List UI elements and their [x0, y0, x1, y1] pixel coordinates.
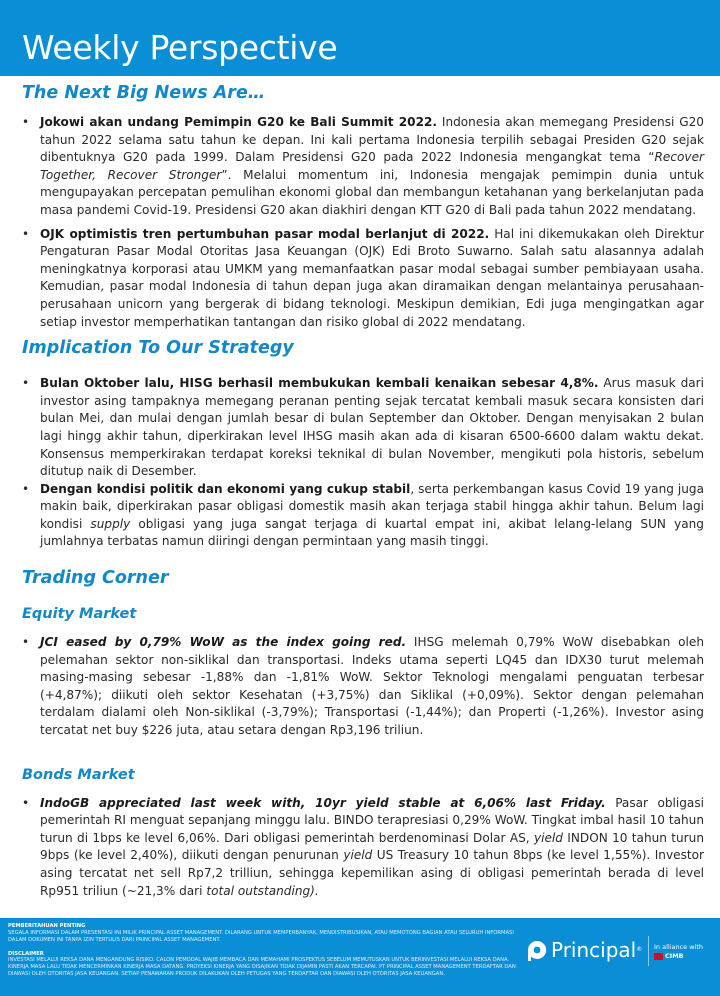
equity-item-lead: JCI eased by 0,79% WoW as the index going red.	[40, 635, 407, 650]
bullet-icon: •	[22, 226, 30, 241]
news-item-body: Hal ini dikemukakan oleh Direktur Pengaturan Pasar Modal Otoritas Jasa Keuangan (OJK) Edi Broto Suwarno. Salah satu alasannya adalah meningkatnya korporasi atau UMKM yang memanfaatkan pasar modal sebagai sumber pembiayaan usaha. Kemudian, pasar modal Indonesia di tahun depan juga akan diramaikan dengan melantainya perusahaan-perusahaan unicorn yang bergerak di bidang teknologi. Meskipun demikian, Edi juga mengingatkan agar setiap investor memperhatikan tantangan dan risiko global di 2022 mendatang.	[40, 226, 704, 329]
strategy-item-lead: Dengan kondisi politik dan ekonomi yang cukup stabil	[40, 481, 411, 496]
news-item	[22, 114, 704, 220]
strategy-item-body-cont: obligasi yang juga sangat terjaga di kuartal empat ini, akibat lelang-lelang SUN yang jumlahnya terbatas namun diiringi dengan permintaan yang masih tinggi.	[40, 516, 704, 549]
disclaimer-body: INVESTASI MELALUI REKSA DANA MENGANDUNG RISIKO. CALON PEMODAL WAJIB MEMBACA DAN MEMAHAMI PROSPEKTUS SEBELUM MEMUTUSKAN UNTUK BERINVESTASI MELALUI REKSA DANA. KINERJA MASA LALU TIDAK MENCERMINKAN KINERJA MASA DATANG. PROYEKSI KINERJA YANG DISAJIKAN TIDAK DIJAMIN PASTI AKAN TERCAPAI. PT PRINCIPAL ASSET MANAGEMENT TERDAFTAR DAN DIAWASI OLEH OTORITAS JASA KEUANGAN. SETIAP PENAWARAN PRODUK DILAKUKAN OLEH PETUGAS YANG TERDAFTAR DAN DIAWASI OLEH OTORITAS JASA KEUANGAN.	[8, 957, 516, 977]
strategy-item-lead: Bulan Oktober lalu, HISG berhasil membukukan kembali kenaikan sebesar 4,8%.	[40, 376, 599, 391]
news-item-lead: OJK optimistis tren pertumbuhan pasar modal berlanjut di 2022.	[40, 226, 490, 241]
bullet-icon: •	[22, 635, 30, 650]
subsection-title-bonds: Bonds Market	[22, 766, 135, 783]
bonds-item-emphasis: total outstanding).	[206, 883, 319, 898]
page-content	[0, 76, 720, 900]
notice-body: SEGALA INFORMASI DALAM PRESENTASI INI MILIK PRINCIPAL ASSET MANAGEMENT. DILARANG UNTUK MEMPERBANYAK, MENDISTRIBUSIKAN, ATAU MEMOTONG BAGIAN ATAU SELURUH INFORMASI DALAM DOKUMEN INI TANPA IZIN TERTULIS DARI PRINCIPAL ASSET MANAGEMENT.	[8, 929, 514, 943]
principal-logo-mark-icon	[527, 940, 547, 962]
bonds-item-body-cont: US Treasury 10 tahun 8bps (ke level 1,55%). Investor asing tercatat net sell Rp7,2 trilliun, sehingga kepemilikan asing di obligasi pemerintah berada di level Rp951 triliun (~21,3% dari	[40, 848, 704, 898]
principal-logo	[527, 934, 717, 974]
news-item-emphasis: Recover Together, Recover Stronger	[40, 150, 704, 182]
equity-item	[22, 634, 704, 740]
section-title-implication: Implication To Our Strategy	[22, 338, 294, 359]
alliance-text: In alliance with CIMB	[654, 943, 704, 961]
strategy-item-body: , serta perkembangan kasus Covid 19 yang juga makin baik, diperkirakan pasar obligasi domestik masih akan terjaga stabil hingga akhir tahun. Belum lagi kondisi	[40, 481, 704, 531]
bullet-icon: •	[22, 481, 30, 496]
disclaimer-title: DISCLAIMER	[8, 950, 44, 957]
section-title-trading-corner: Trading Corner	[22, 568, 169, 589]
strategy-item	[22, 375, 704, 481]
equity-item-body: IHSG melemah 0,79% WoW disebabkan oleh pelemahan sektor non-siklikal dan transportasi. Indeks utama seperti LQ45 dan IDX30 turut melemah masing-masing sebesar -1,88% dan -1,81% WoW. Sektor Teknologi mengalami penguatan terbesar (+4,87%); diikuti oleh sektor Kesehatan (+3,75%) dan Siklikal (+0,09%). Sektor dengan pelemahan terdalam dialami oleh Non-siklikal (-3,79%); Transportasi (-1,44%); dan Properti (-1,26%). Investor asing tercatat net buy $226 juta, atau setara dengan Rp3,196 triliun.	[40, 635, 704, 738]
strategy-item-emphasis: supply	[90, 516, 131, 531]
disclaimer-block	[8, 951, 520, 978]
bonds-item-lead: IndoGB appreciated last week with, 10yr yield stable at 6,06% last Friday.	[40, 795, 606, 810]
news-item-body-cont: ”. Melalui momentum ini, Indonesia mengajak pemimpin dunia untuk mengupayakan percepatan pemulihan ekonomi global dan membangun ketahanan yang berkelanjutan pada masa pandemi Covid-19. Presidensi G20 akan diakhiri dengan KTT G20 di Bali pada tahun 2022 mendatang.	[40, 167, 705, 217]
bonds-item-emphasis: yield	[533, 830, 563, 845]
page-footer	[0, 918, 720, 996]
bonds-item-body: Pasar obligasi pemerintah RI menguat sepanjang minggu lalu. BINDO terapresiasi 0,29% WoW. Tingkat imbal hasil 10 tahun turun di 1bps ke level 6,06%. Dari obligasi pemerintah berdenominasi Dolar AS,	[40, 795, 704, 845]
strategy-item	[22, 481, 704, 551]
news-item-lead: Jokowi akan undang Pemimpin G20 ke Bali Summit 2022.	[40, 115, 438, 129]
bullet-icon: •	[22, 376, 30, 391]
section-title-next-big-news: The Next Big News Are…	[22, 83, 266, 103]
brand-name: Principal®	[551, 938, 643, 963]
bullet-icon: •	[22, 795, 30, 810]
logo-divider	[648, 936, 649, 966]
page-title: Weekly Perspective	[22, 28, 338, 67]
bullet-icon: •	[22, 115, 30, 129]
news-item-body: Indonesia akan memegang Presidensi G20 tahun 2022 selama satu tahun ke depan. Ini kali pertama Indonesia terpilih sebagai Presiden G20 sejak dibentuknya G20 pada 1999. Dalam Presidensi G20 pada 2022 Indonesia mengangkat tema “	[40, 115, 704, 165]
subsection-title-equity: Equity Market	[22, 606, 137, 623]
page-header	[0, 0, 720, 76]
notice-block	[8, 923, 520, 943]
bonds-item-body-cont: INDON 10 tahun turun 9bps (ke level 2,40%), diikuti dengan penurunan	[40, 830, 704, 863]
strategy-item-body: Arus masuk dari investor asing tampaknya memegang peranan penting sejak tercatat kembali masuk secara konsisten dari bulan Mei, dan mulai dengan jumlah besar di bulan September dan Oktober. Dengan menyisakan 2 bulan lagi hingg akhir tahun, diperkirakan level IHSG masih akan ada di kisaran 6500-6600 dalam waktu dekat. Konsensus memperkirakan terdapat koreksi teknikal di bulan November, mengikuti pola historis, sebelum ditutup naik di Desember.	[40, 376, 704, 479]
bonds-item	[22, 795, 704, 901]
news-item	[22, 226, 704, 332]
notice-title: PEMBERITAHUAN PENTING	[8, 923, 86, 930]
cimb-logo-icon	[654, 953, 663, 960]
bonds-item-emphasis: yield	[343, 848, 373, 863]
